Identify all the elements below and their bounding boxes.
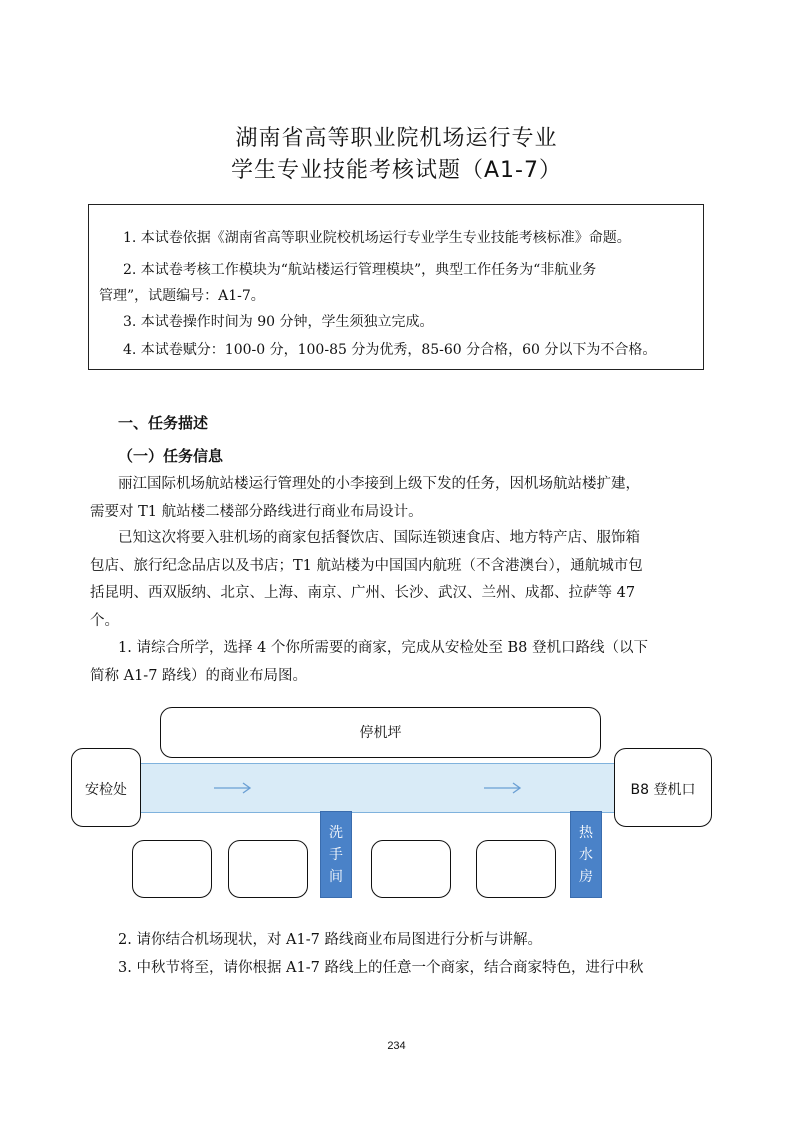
notice-item-4: 4. 本试卷赋分：100-0 分，100-85 分为优秀，85-60 分合格，60 分以下为不合格。	[123, 342, 657, 358]
question-1-line: 1. 请综合所学，选择 4 个你所需要的商家，完成从安检处至 B8 登机口路线（以下	[118, 640, 648, 656]
question-2: 2. 请你结合机场现状，对 A1-7 路线商业布局图进行分析与讲解。	[118, 932, 542, 948]
question-1-line: 简称 A1-7 路线）的商业布局图。	[90, 668, 308, 684]
restroom-char: 洗	[329, 825, 343, 841]
hotwater-char: 热	[579, 825, 593, 841]
notice-item-2-cont: 管理”，试题编号：A1-7。	[99, 288, 265, 304]
security-label: 安检处	[85, 782, 127, 798]
hotwater-char: 水	[579, 847, 593, 863]
shop-slot	[132, 840, 212, 898]
paragraph-line: 已知这次将要入驻机场的商家包括餐饮店、国际连锁速食店、地方特产店、服饰箱	[118, 530, 640, 546]
subsection-heading: （一）任务信息	[118, 447, 224, 465]
paragraph-line: 需要对 T1 航站楼二楼部分路线进行商业布局设计。	[90, 504, 423, 520]
restroom-char: 手	[329, 847, 343, 863]
shop-slot	[476, 840, 556, 898]
paragraph-line: 括昆明、西双版纳、北京、上海、南京、广州、长沙、武汉、兰州、成都、拉萨等 47	[90, 585, 636, 601]
paragraph-line: 包店、旅行纪念品店以及书店；T1 航站楼为中国国内航班（不含港澳台），通航城市包	[90, 558, 643, 574]
page-number: 234	[387, 1040, 406, 1052]
notice-item-3: 3. 本试卷操作时间为 90 分钟，学生须独立完成。	[123, 314, 434, 330]
title-line-2: 学生专业技能考核试题（A1-7）	[231, 158, 562, 183]
title-line-1: 湖南省高等职业院机场运行专业	[235, 126, 558, 151]
section-heading: 一、任务描述	[118, 414, 209, 432]
question-3: 3. 中秋节将至，请你根据 A1-7 路线上的任意一个商家，结合商家特色，进行中秋	[118, 960, 644, 976]
notice-item-1: 1. 本试卷依据《湖南省高等职业院校机场运行专业学生专业技能考核标准》命题。	[123, 230, 631, 246]
shop-slot	[228, 840, 308, 898]
arrow-right-icon	[483, 781, 523, 795]
notice-item-2: 2. 本试卷考核工作模块为“航站楼运行管理模块”，典型工作任务为“非航业务	[123, 262, 597, 278]
notice-box	[88, 204, 704, 370]
restroom-char: 间	[329, 869, 343, 885]
hotwater-char: 房	[579, 869, 593, 885]
paragraph-line: 个。	[90, 613, 119, 629]
paragraph-line: 丽江国际机场航站楼运行管理处的小李接到上级下发的任务，因机场航站楼扩建，	[118, 476, 640, 492]
arrow-right-icon	[213, 781, 253, 795]
corridor	[128, 763, 616, 813]
shop-slot	[371, 840, 451, 898]
gate-label: B8 登机口	[630, 782, 696, 798]
apron-label: 停机坪	[359, 725, 402, 741]
